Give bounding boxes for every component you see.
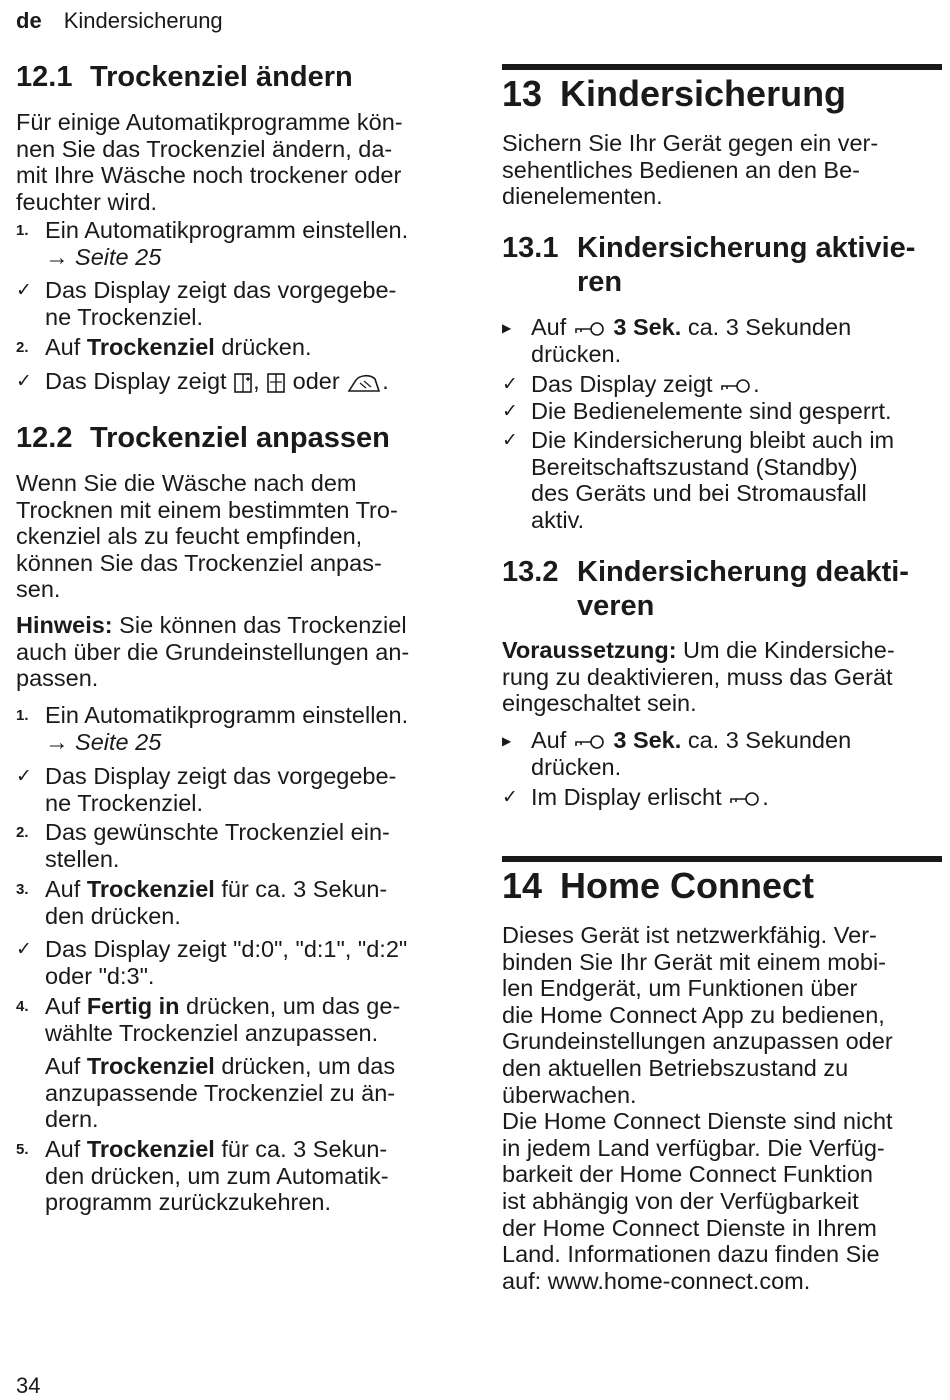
note-block: [16, 612, 456, 692]
step-number: 1.: [16, 222, 29, 239]
chapter-title: Home Connect: [560, 865, 815, 906]
button-label: 3 Sek.: [613, 314, 682, 340]
result-item: [502, 398, 940, 426]
key-icon: [728, 791, 762, 807]
step-text: Ein Automatikprogramm einstellen.: [45, 702, 409, 728]
chapter-14-body: [502, 922, 940, 1294]
text-line: den aktuellen Betriebszustand zu: [502, 1054, 849, 1081]
text-line: Dieses Gerät ist netzwerkfähig. Ver-: [502, 922, 877, 948]
text-span: Um die Kindersiche-: [676, 637, 895, 663]
text-line: drücken.: [531, 753, 622, 780]
text-line: des Geräts und bei Stromausfall: [531, 480, 867, 507]
spacer: [16, 1053, 45, 1133]
arrow-right-icon: →: [45, 728, 69, 755]
step-item: [16, 993, 456, 1046]
chapter-13-intro: [502, 130, 940, 210]
step-item: [16, 702, 456, 755]
text-line: die Home Connect App zu bedienen,: [502, 1001, 885, 1028]
key-icon: [573, 321, 607, 337]
text-line: Das Display zeigt "d:0", "d:1", "d:2": [45, 936, 408, 962]
text-line: sen.: [16, 576, 61, 603]
step-number: 5.: [16, 1141, 29, 1158]
text-line: ne Trockenziel.: [45, 303, 204, 330]
text-line: aktiv.: [531, 506, 585, 533]
cupboard-dry-plus-icon: [233, 372, 253, 394]
text-span: oder: [292, 368, 347, 394]
section-divider: [502, 856, 942, 862]
step-number: 2.: [16, 824, 29, 841]
section-title: Trockenziel ändern: [90, 61, 353, 93]
checkmark-icon: ✓: [502, 401, 518, 422]
iron-dry-icon: [346, 371, 382, 395]
language-code: de: [16, 8, 42, 33]
text-span: ca. 3 Sekunden: [681, 314, 852, 340]
text-line: ist abhängig von der Verfügbarkeit: [502, 1187, 859, 1214]
checkmark-icon: ✓: [502, 430, 518, 451]
step-item: [16, 876, 456, 929]
step-item: [16, 1136, 456, 1216]
section-number: 12.1: [16, 61, 73, 93]
text-line: Sichern Sie Ihr Gerät gegen ein ver-: [502, 130, 879, 156]
chapter-title: Kindersicherung: [560, 73, 847, 114]
text-line: ne Trockenziel.: [45, 789, 204, 816]
text-line: rung zu deaktivieren, muss das Gerät: [502, 663, 893, 690]
section-divider: [502, 64, 942, 70]
chapter-14-heading: [502, 864, 940, 908]
section-12-2-heading: [16, 421, 456, 455]
text-span: für ca. 3 Sekun-: [214, 876, 388, 902]
section-13-1-heading: [502, 231, 940, 299]
section-number: 13.2: [502, 556, 559, 588]
text-line: Trocknen mit einem bestimmten Tro-: [16, 496, 398, 523]
result-item: [16, 763, 456, 816]
text-line: ckenziel als zu feucht empfinden,: [16, 523, 363, 550]
page-number: 34: [16, 1373, 41, 1398]
text-line: dienelementen.: [502, 183, 663, 210]
step-item: [16, 217, 456, 270]
text-line: Die Bedienelemente sind gesperrt.: [531, 398, 892, 424]
step-number: 3.: [16, 881, 29, 898]
step-item: [16, 334, 456, 362]
text-line: wählte Trockenziel anzupassen.: [45, 1019, 379, 1046]
text-span: Im Display erlischt: [531, 784, 729, 810]
checkmark-icon: ✓: [16, 280, 32, 301]
text-line: den drücken, um zum Automatik-: [45, 1162, 389, 1189]
text-span: Auf: [45, 1136, 87, 1162]
section-12-1-intro: [16, 109, 456, 215]
section-title: Kindersicherung deakti-: [577, 556, 909, 588]
text-line: Die Home Connect Dienste sind nicht: [502, 1108, 893, 1135]
text-line: auch über die Grundeinstellungen an-: [16, 638, 410, 665]
text-span: drücken, um das ge-: [179, 993, 401, 1019]
key-icon: [719, 378, 753, 394]
text-line: passen.: [16, 665, 99, 692]
text-line: barkeit der Home Connect Funktion: [502, 1161, 873, 1188]
text-line: feuchter wird.: [16, 188, 158, 215]
text-line: stellen.: [45, 845, 120, 872]
text-line: len Endgerät, um Funktionen über: [502, 975, 858, 1002]
button-label: Trockenziel: [86, 876, 215, 902]
text-line: binden Sie Ihr Gerät mit einem mobi-: [502, 948, 886, 975]
triangle-right-icon: ▶: [502, 321, 512, 335]
text-span: drücken, um das: [214, 1053, 396, 1079]
checkmark-icon: ✓: [502, 374, 518, 395]
result-item: [16, 936, 456, 989]
section-title: veren: [577, 590, 655, 622]
text-span: .: [382, 368, 389, 394]
section-12-1-heading: [16, 60, 456, 94]
text-line: in jedem Land verfügbar. Die Verfüg-: [502, 1134, 885, 1161]
key-icon: [573, 734, 607, 750]
text-span: Das Display zeigt: [45, 368, 234, 394]
section-number: 12.2: [16, 422, 73, 454]
checkmark-icon: ✓: [502, 787, 518, 808]
text-span: drücken.: [214, 334, 312, 360]
note-label: Hinweis:: [16, 612, 113, 638]
step-item: [16, 819, 456, 872]
chapter-number: 14: [502, 865, 543, 906]
prerequisite-block: [502, 637, 940, 717]
checkmark-icon: ✓: [16, 939, 32, 960]
step-number: 4.: [16, 998, 29, 1015]
text-line: können Sie das Trockenziel anpas-: [16, 549, 382, 576]
text-span: .: [753, 371, 760, 397]
checkmark-icon: ✓: [16, 766, 32, 787]
text-span: Auf: [45, 876, 87, 902]
action-item: [502, 314, 940, 367]
step-number: 1.: [16, 707, 29, 724]
cupboard-dry-icon: [266, 372, 286, 394]
text-line: programm zurückzukehren.: [45, 1189, 332, 1216]
prerequisite-label: Voraussetzung:: [502, 637, 677, 663]
text-line: Das Display zeigt das vorgegebe-: [45, 763, 397, 789]
text-line: Das Display zeigt das vorgegebe-: [45, 277, 397, 303]
text-line: mit Ihre Wäsche noch trockener oder: [16, 162, 402, 189]
text-span: Auf: [45, 993, 87, 1019]
page-reference-link[interactable]: Seite 25: [75, 728, 162, 755]
header-section: Kindersicherung: [63, 8, 223, 33]
text-line: Die Kindersicherung bleibt auch im: [531, 427, 895, 453]
text-line: der Home Connect Dienste in Ihrem: [502, 1214, 877, 1241]
button-label: Trockenziel: [86, 1136, 215, 1162]
step-text: Ein Automatikprogramm einstellen.: [45, 217, 409, 243]
text-line: überwachen.: [502, 1081, 637, 1108]
arrow-right-icon: →: [45, 243, 69, 270]
section-12-2-intro: [16, 470, 456, 603]
button-label: Fertig in: [86, 993, 180, 1019]
button-label: 3 Sek.: [613, 727, 682, 753]
text-line: sehentliches Bedienen an den Be-: [502, 156, 860, 183]
text-line: den drücken.: [45, 902, 181, 929]
text-line: Land. Informationen dazu finden Sie: [502, 1241, 880, 1268]
step-number: 2.: [16, 339, 29, 356]
triangle-right-icon: ▶: [502, 734, 512, 748]
text-line: auf: www.home-connect.com.: [502, 1267, 811, 1294]
text-span: ca. 3 Sekunden: [681, 727, 852, 753]
section-13-2-heading: [502, 555, 940, 623]
text-line: Für einige Automatikprogramme kön-: [16, 109, 403, 135]
text-line: Grundeinstellungen anzupassen oder: [502, 1028, 893, 1055]
text-span: Auf: [531, 314, 573, 340]
text-span: .: [762, 784, 769, 810]
section-title: Trockenziel anpassen: [90, 422, 390, 454]
result-item: [502, 784, 940, 812]
text-line: Wenn Sie die Wäsche nach dem: [16, 470, 357, 496]
text-span: Auf: [45, 1053, 87, 1079]
action-item: [502, 727, 940, 780]
page-reference-link[interactable]: Seite 25: [75, 243, 162, 270]
section-title: ren: [577, 266, 623, 298]
result-item: [502, 371, 940, 399]
step-continuation: [16, 1053, 456, 1133]
text-span: Auf: [531, 727, 573, 753]
text-line: drücken.: [531, 340, 622, 367]
text-line: anzupassende Trockenziel zu än-: [45, 1079, 396, 1106]
result-item: [16, 277, 456, 330]
chapter-number: 13: [502, 73, 543, 114]
text-span: Das Display zeigt: [531, 371, 720, 397]
section-number: 13.1: [502, 232, 559, 264]
text-line: dern.: [45, 1106, 99, 1133]
text-line: oder "d:3".: [45, 962, 155, 989]
section-title: Kindersicherung aktivie-: [577, 232, 916, 264]
text-span: Sie können das Trockenziel: [112, 612, 407, 638]
text-span: ,: [253, 368, 267, 394]
page-header: [16, 8, 223, 34]
result-item: [16, 368, 456, 396]
result-item: [502, 427, 940, 533]
text-line: Bereitschaftszustand (Standby): [531, 453, 858, 480]
text-span: Auf: [45, 334, 87, 360]
text-line: Das gewünschte Trockenziel ein-: [45, 819, 390, 845]
button-label: Trockenziel: [86, 334, 215, 360]
chapter-13-heading: [502, 72, 940, 116]
text-line: eingeschaltet sein.: [502, 690, 697, 717]
button-label: Trockenziel: [86, 1053, 215, 1079]
checkmark-icon: ✓: [16, 371, 32, 392]
text-span: für ca. 3 Sekun-: [214, 1136, 388, 1162]
text-line: nen Sie das Trockenziel ändern, da-: [16, 135, 393, 162]
